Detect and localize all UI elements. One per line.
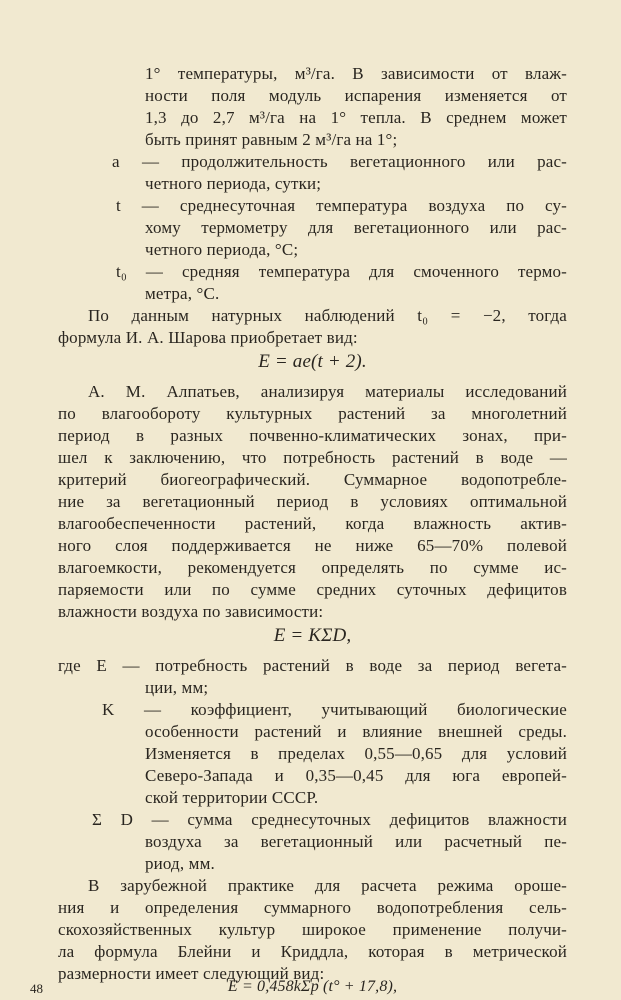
text-line: где E — потребность растений в воде за период вегета- [58,656,567,675]
formula: E = ae(t + 2). [258,351,367,372]
text-line: метра, °C. [145,284,220,303]
text-line: ла формула Блейни и Криддла, которая в метрической [58,942,567,961]
text-line: хому термометру для вегетационного или рас- [145,218,567,237]
text-line: скохозяйственных культур широкое применение получи- [58,920,567,939]
text-line: влажности воздуха по зависимости: [58,602,324,621]
text-line: четного периода, сутки; [145,174,322,193]
text-line: период в разных почвенно-климатических зонах, при- [58,426,567,445]
text-line: быть принят равным 2 м³/га на 1°; [145,130,398,149]
text-line: критерий биогеографический. Суммарное водопотребле- [58,470,567,489]
text-line: по влагообороту культурных растений за многолетний [58,404,567,423]
page-number: 48 [30,981,43,996]
formula: E = KΣD, [273,625,352,646]
text-line: ного слоя поддерживается не ниже 65—70% полевой [58,536,567,555]
text-line: a — продолжительность вегетационного или рас- [112,152,567,171]
text-line: Северо-Запада и 0,35—0,45 для юга европей- [145,766,567,785]
text-line: t₀ — средняя температура для смоченного термо- [116,262,567,281]
text-line: ской территории СССР. [145,788,319,807]
text-line: t — среднесуточная температура воздуха по су- [116,196,567,215]
text-line: ние за вегетационный период в условиях оптимальной [58,492,567,511]
text-line: риод, мм. [145,854,215,873]
text-line: ности поля модуль испарения изменяется от [145,86,567,105]
text-line: формула И. А. Шарова приобретает вид: [58,328,358,347]
text-line: паряемости или по сумме средних суточных дефицитов [58,580,567,599]
text-line: четного периода, °C; [145,240,299,259]
text-line: В зарубежной практике для расчета режима ороше- [88,876,567,895]
text-line: шел к заключению, что потребность растений в воде — [58,448,567,467]
text-line: особенности растений и влияние внешней среды. [145,722,567,741]
text-line: ции, мм; [145,678,209,697]
text-line: А. М. Алпатьев, анализируя материалы исследований [88,382,567,401]
text-line: 1,3 до 2,7 м³/га на 1° тепла. В среднем может [145,108,567,127]
text-line: влагоемкости, рекомендуется определять по сумме ис- [58,558,567,577]
text-line: По данным натурных наблюдений t₀ = −2, тогда [88,306,567,325]
text-line: воздуха за вегетационный или расчетный пе- [145,832,567,851]
text-line: Σ D — сумма среднесуточных дефицитов влажности [92,810,567,829]
formula: E = 0,458kΣp (t° + 17,8), [227,978,398,995]
text-line: влагообеспеченности растений, когда влажность актив- [58,514,567,533]
text-line: ния и определения суммарного водопотребления сель- [58,898,567,917]
text-line: Изменяется в пределах 0,55—0,65 для условий [145,744,567,763]
text-line: 1° температуры, м³/га. В зависимости от влаж- [145,64,567,83]
text-line: размерности имеет следующий вид: [58,964,325,983]
text-line: K — коэффициент, учитывающий биологические [102,700,567,719]
